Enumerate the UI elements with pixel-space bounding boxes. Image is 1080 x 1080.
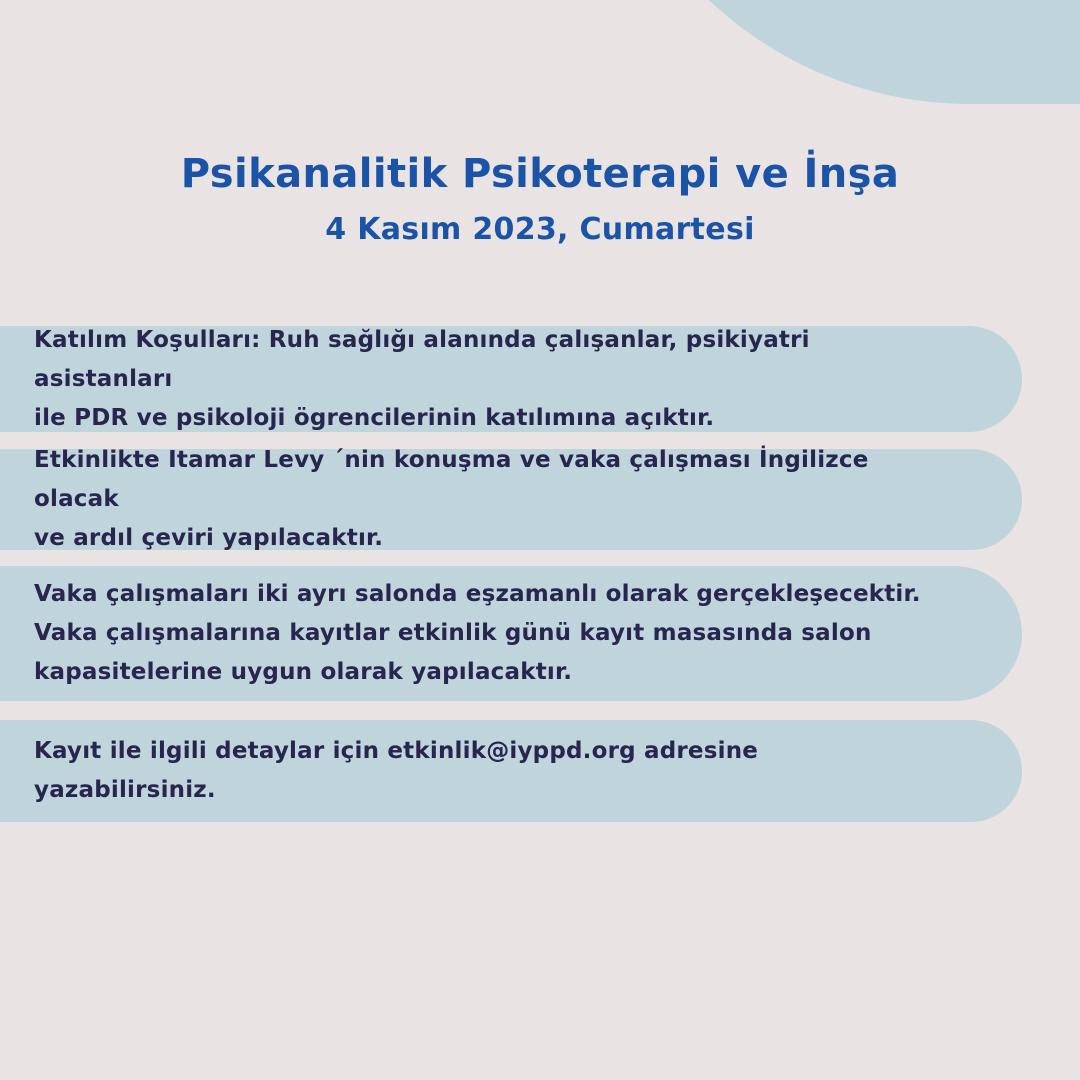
info-block-text: Kayıt ile ilgili detaylar için etkinlik@iyppd.org adresine yazabilirsiniz. <box>34 738 759 803</box>
event-date: 4 Kasım 2023, Cumartesi <box>325 212 755 247</box>
info-block-participation <box>0 326 1022 432</box>
info-block-text: Etkinlikte Itamar Levy ´nin konuşma ve vaka çalışması İngilizce olacak ve ardıl çeviri yapılacaktır. <box>34 447 869 551</box>
info-block-text: Katılım Koşulları: Ruh sağlığı alanında çalışanlar, psikiyatri asistanları ile PDR ve psikoloji ögrencilerinin katılımına açıktır. <box>34 326 810 431</box>
event-title: Psikanalitik Psikoterapi ve İnşa <box>180 151 900 197</box>
info-block-language <box>0 449 1022 550</box>
info-block-case-studies <box>0 566 1022 701</box>
decorative-blob <box>590 0 1080 104</box>
info-block-text: Vaka çalışmaları iki ayrı salonda eşzamanlı olarak gerçekleşecektir. Vaka çalışmalarına kayıtlar etkinlik günü kayıt masasında salon kapasitelerine uygun olarak yapılacaktır. <box>34 581 921 685</box>
info-block-registration <box>0 720 1022 822</box>
